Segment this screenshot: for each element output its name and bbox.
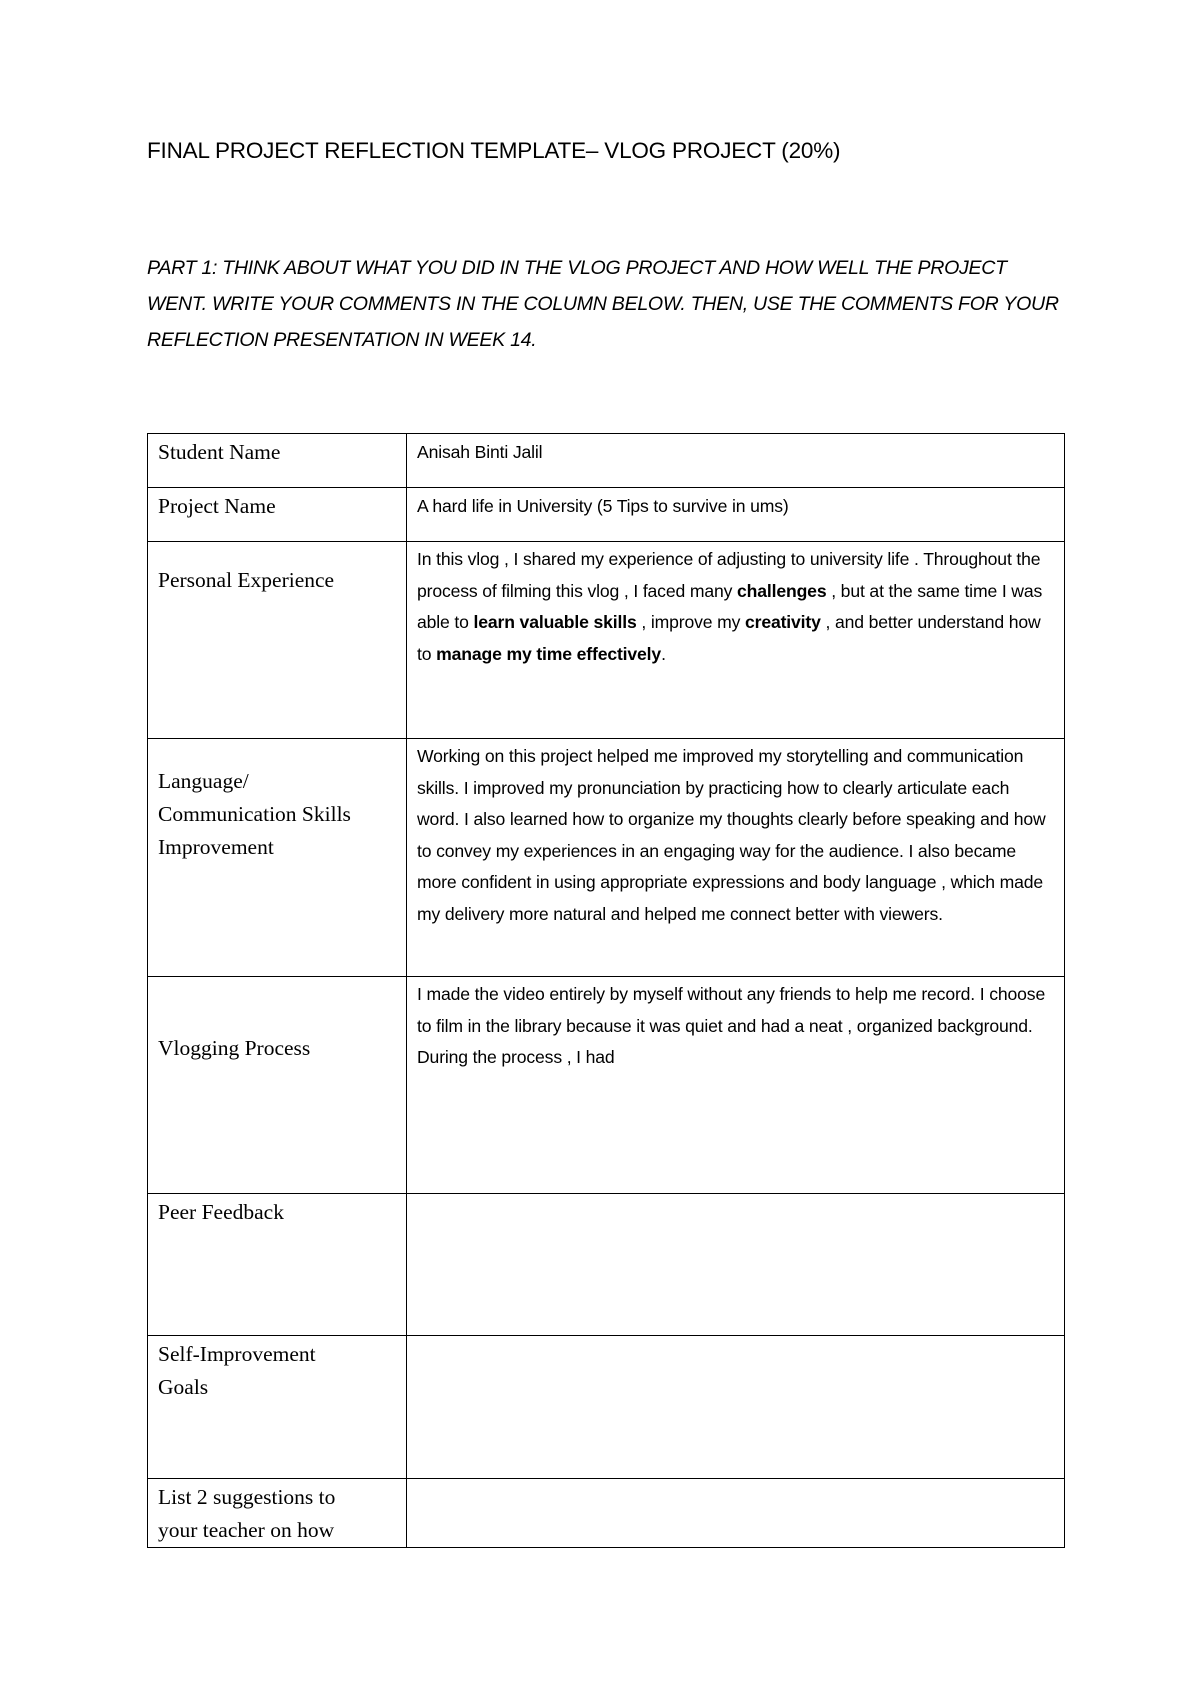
reflection-table — [147, 433, 1065, 1548]
value-cell[interactable] — [407, 1336, 1065, 1479]
part1-instructions: PART 1: THINK ABOUT WHAT YOU DID IN THE VLOG PROJECT AND HOW WELL THE PROJECT WENT. WRITE YOUR COMMENTS IN THE COLUMN BELOW. THEN, USE THE COMMENTS FOR YOUR REFLECTION PRESENTATION IN WEEK 14. — [147, 257, 1059, 351]
table-row — [148, 977, 1065, 1194]
suggestions-value[interactable] — [407, 1479, 1064, 1481]
label-cell — [148, 434, 407, 488]
label-cell — [148, 542, 407, 739]
value-cell[interactable] — [407, 434, 1065, 488]
student-name-label: Student Name — [158, 440, 281, 464]
page-title: FINAL PROJECT REFLECTION TEMPLATE– VLOG PROJECT (20%) — [147, 138, 841, 163]
value-cell[interactable] — [407, 739, 1065, 977]
vlogging-process-label: Vlogging Process — [158, 1036, 311, 1060]
table-row — [148, 1336, 1065, 1479]
project-name-value[interactable]: A hard life in University (5 Tips to survive in ums) — [417, 496, 789, 516]
vlogging-process-value[interactable]: I made the video entirely by myself without any friends to help me record. I choose to film in the library because it was quiet and had a neat , organized background. During the process , I had — [417, 984, 1046, 1067]
table-row — [148, 739, 1065, 977]
peer-feedback-value[interactable] — [407, 1194, 1064, 1196]
label-cell — [148, 1194, 407, 1336]
table-row — [148, 434, 1065, 488]
student-name-value[interactable]: Anisah Binti Jalil — [417, 442, 543, 462]
table-row — [148, 1479, 1065, 1548]
personal-experience-value[interactable]: In this vlog , I shared my experience of adjusting to university life . Throughout the process of filming this vlog , I faced many challenges , but at the same time I was able to learn valuable skills , improve my creativity , and better understand how to manage my time effectively. — [417, 549, 1043, 664]
personal-experience-label: Personal Experience — [158, 568, 335, 592]
table-row — [148, 1194, 1065, 1336]
self-improvement-value[interactable] — [407, 1336, 1064, 1338]
self-improvement-label: Self-Improvement Goals — [158, 1342, 316, 1399]
label-cell — [148, 1336, 407, 1479]
language-skills-value[interactable]: Working on this project helped me improved my storytelling and communication skills. I improved my pronunciation by practicing how to clearly articulate each word. I also learned how to organize my thoughts clearly before speaking and how to convey my experiences in an engaging way for the audience. I also became more confident in using appropriate expressions and body language , which made my delivery more natural and helped me connect better with viewers. — [417, 746, 1046, 924]
value-cell[interactable] — [407, 977, 1065, 1194]
peer-feedback-label: Peer Feedback — [158, 1200, 284, 1224]
value-cell[interactable] — [407, 542, 1065, 739]
label-cell — [148, 488, 407, 542]
project-name-label: Project Name — [158, 494, 276, 518]
table-row — [148, 488, 1065, 542]
language-skills-label: Language/ Communication Skills Improvement — [158, 769, 351, 859]
suggestions-label: List 2 suggestions to your teacher on how — [158, 1485, 336, 1542]
label-cell — [148, 977, 407, 1194]
value-cell[interactable] — [407, 488, 1065, 542]
table-row — [148, 542, 1065, 739]
value-cell[interactable] — [407, 1479, 1065, 1548]
value-cell[interactable] — [407, 1194, 1065, 1336]
label-cell — [148, 1479, 407, 1548]
label-cell — [148, 739, 407, 977]
